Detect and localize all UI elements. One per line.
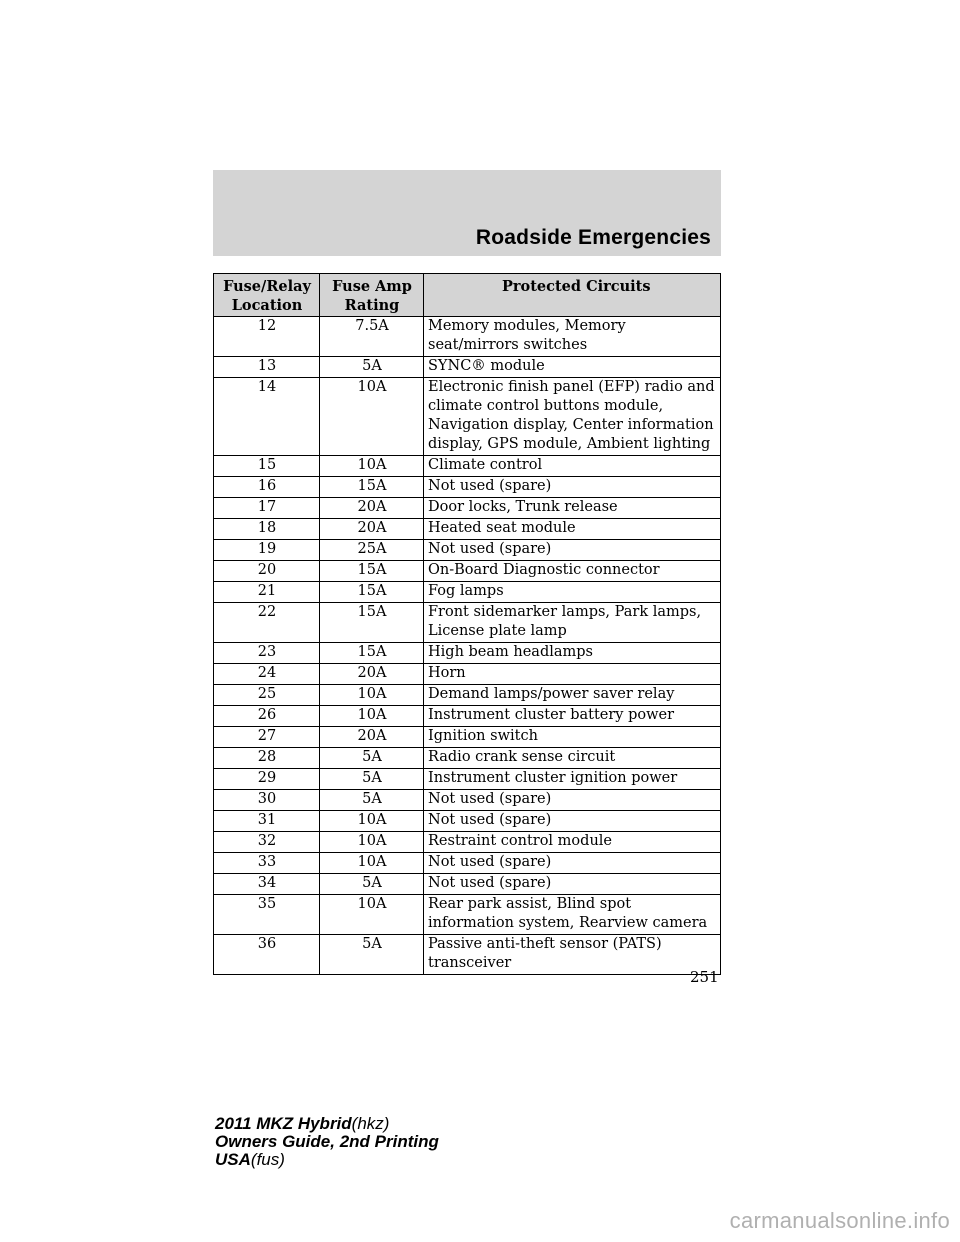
cell-protected-circuits: Heated seat module [424,519,721,540]
cell-location: 27 [214,727,320,748]
cell-location: 22 [214,603,320,643]
table-row [214,378,721,456]
table-row [214,643,721,664]
cell-protected-circuits: Climate control [424,456,721,477]
cell-protected-circuits: On-Board Diagnostic connector [424,561,721,582]
cell-location: 15 [214,456,320,477]
watermark: carmanualsonline.info [729,1208,950,1233]
cell-amp-rating: 5A [320,769,424,790]
cell-amp-rating: 5A [320,874,424,895]
cell-amp-rating: 20A [320,498,424,519]
cell-protected-circuits: Radio crank sense circuit [424,748,721,769]
footer-region-code: (fus) [250,1150,285,1169]
footer-line-3 [215,1151,439,1169]
cell-amp-rating: 15A [320,561,424,582]
cell-protected-circuits: Not used (spare) [424,790,721,811]
table-body [214,317,721,975]
cell-location: 31 [214,811,320,832]
table-row [214,603,721,643]
cell-location: 18 [214,519,320,540]
table-row [214,790,721,811]
cell-location: 23 [214,643,320,664]
cell-location: 21 [214,582,320,603]
cell-protected-circuits: Passive anti-theft sensor (PATS) transceiver [424,935,721,975]
cell-location: 32 [214,832,320,853]
table-row [214,811,721,832]
page-number: 251 [690,968,719,986]
cell-location: 20 [214,561,320,582]
table-row [214,727,721,748]
cell-amp-rating: 10A [320,378,424,456]
cell-location: 30 [214,790,320,811]
cell-amp-rating: 25A [320,540,424,561]
cell-amp-rating: 15A [320,603,424,643]
cell-amp-rating: 5A [320,935,424,975]
cell-protected-circuits: Not used (spare) [424,874,721,895]
section-title: Roadside Emergencies [475,226,711,249]
cell-amp-rating: 20A [320,519,424,540]
cell-protected-circuits: Horn [424,664,721,685]
cell-protected-circuits: Not used (spare) [424,477,721,498]
cell-protected-circuits: SYNC® module [424,357,721,378]
table-row [214,582,721,603]
header-location: Fuse/Relay Location [214,274,320,317]
table-row [214,357,721,378]
cell-location: 14 [214,378,320,456]
cell-amp-rating: 5A [320,790,424,811]
table-row [214,498,721,519]
header-amp-rating: Fuse Amp Rating [320,274,424,317]
table-row [214,317,721,357]
table-header-row [214,274,721,317]
cell-location: 13 [214,357,320,378]
cell-protected-circuits: Not used (spare) [424,540,721,561]
cell-location: 36 [214,935,320,975]
footer-line-2 [215,1133,439,1151]
cell-protected-circuits: Demand lamps/power saver relay [424,685,721,706]
table-row [214,832,721,853]
table-row [214,685,721,706]
cell-amp-rating: 10A [320,832,424,853]
cell-location: 19 [214,540,320,561]
cell-amp-rating: 5A [320,357,424,378]
cell-protected-circuits: Instrument cluster battery power [424,706,721,727]
cell-amp-rating: 10A [320,811,424,832]
table-row [214,519,721,540]
cell-amp-rating: 20A [320,664,424,685]
section-header-band [213,170,721,256]
cell-protected-circuits: High beam headlamps [424,643,721,664]
cell-location: 35 [214,895,320,935]
cell-amp-rating: 10A [320,456,424,477]
table-row [214,664,721,685]
cell-protected-circuits: Restraint control module [424,832,721,853]
cell-location: 17 [214,498,320,519]
cell-protected-circuits: Memory modules, Memory seat/mirrors switches [424,317,721,357]
cell-location: 25 [214,685,320,706]
cell-protected-circuits: Rear park assist, Blind spot information system, Rearview camera [424,895,721,935]
cell-location: 12 [214,317,320,357]
table-row [214,935,721,975]
cell-amp-rating: 5A [320,748,424,769]
cell-amp-rating: 10A [320,685,424,706]
table-row [214,769,721,790]
cell-amp-rating: 10A [320,895,424,935]
cell-protected-circuits: Instrument cluster ignition power [424,769,721,790]
cell-protected-circuits: Ignition switch [424,727,721,748]
footer-model-code: (hkz) [351,1114,390,1133]
table-row [214,477,721,498]
cell-location: 34 [214,874,320,895]
cell-location: 26 [214,706,320,727]
cell-amp-rating: 10A [320,853,424,874]
cell-location: 33 [214,853,320,874]
cell-amp-rating: 7.5A [320,317,424,357]
footer [215,1115,439,1169]
cell-protected-circuits: Fog lamps [424,582,721,603]
footer-model: 2011 MKZ Hybrid [215,1114,352,1133]
footer-guide: Owners Guide, 2nd Printing [215,1132,439,1151]
cell-amp-rating: 15A [320,643,424,664]
cell-location: 28 [214,748,320,769]
table-row [214,561,721,582]
cell-protected-circuits: Not used (spare) [424,811,721,832]
cell-location: 29 [214,769,320,790]
header-protected-circuits: Protected Circuits [424,274,721,317]
cell-amp-rating: 10A [320,706,424,727]
footer-region: USA [215,1150,251,1169]
cell-protected-circuits: Door locks, Trunk release [424,498,721,519]
table-row [214,895,721,935]
table-row [214,853,721,874]
cell-protected-circuits: Not used (spare) [424,853,721,874]
footer-line-1 [215,1115,439,1133]
cell-location: 24 [214,664,320,685]
table-row [214,456,721,477]
cell-protected-circuits: Front sidemarker lamps, Park lamps, License plate lamp [424,603,721,643]
fuse-table [213,273,721,975]
table-row [214,540,721,561]
table-row [214,706,721,727]
cell-amp-rating: 15A [320,582,424,603]
cell-amp-rating: 20A [320,727,424,748]
table-row [214,874,721,895]
table-row [214,748,721,769]
cell-location: 16 [214,477,320,498]
cell-amp-rating: 15A [320,477,424,498]
cell-protected-circuits: Electronic finish panel (EFP) radio and climate control buttons module, Navigation display, Center information display, GPS module, Ambient lighting [424,378,721,456]
